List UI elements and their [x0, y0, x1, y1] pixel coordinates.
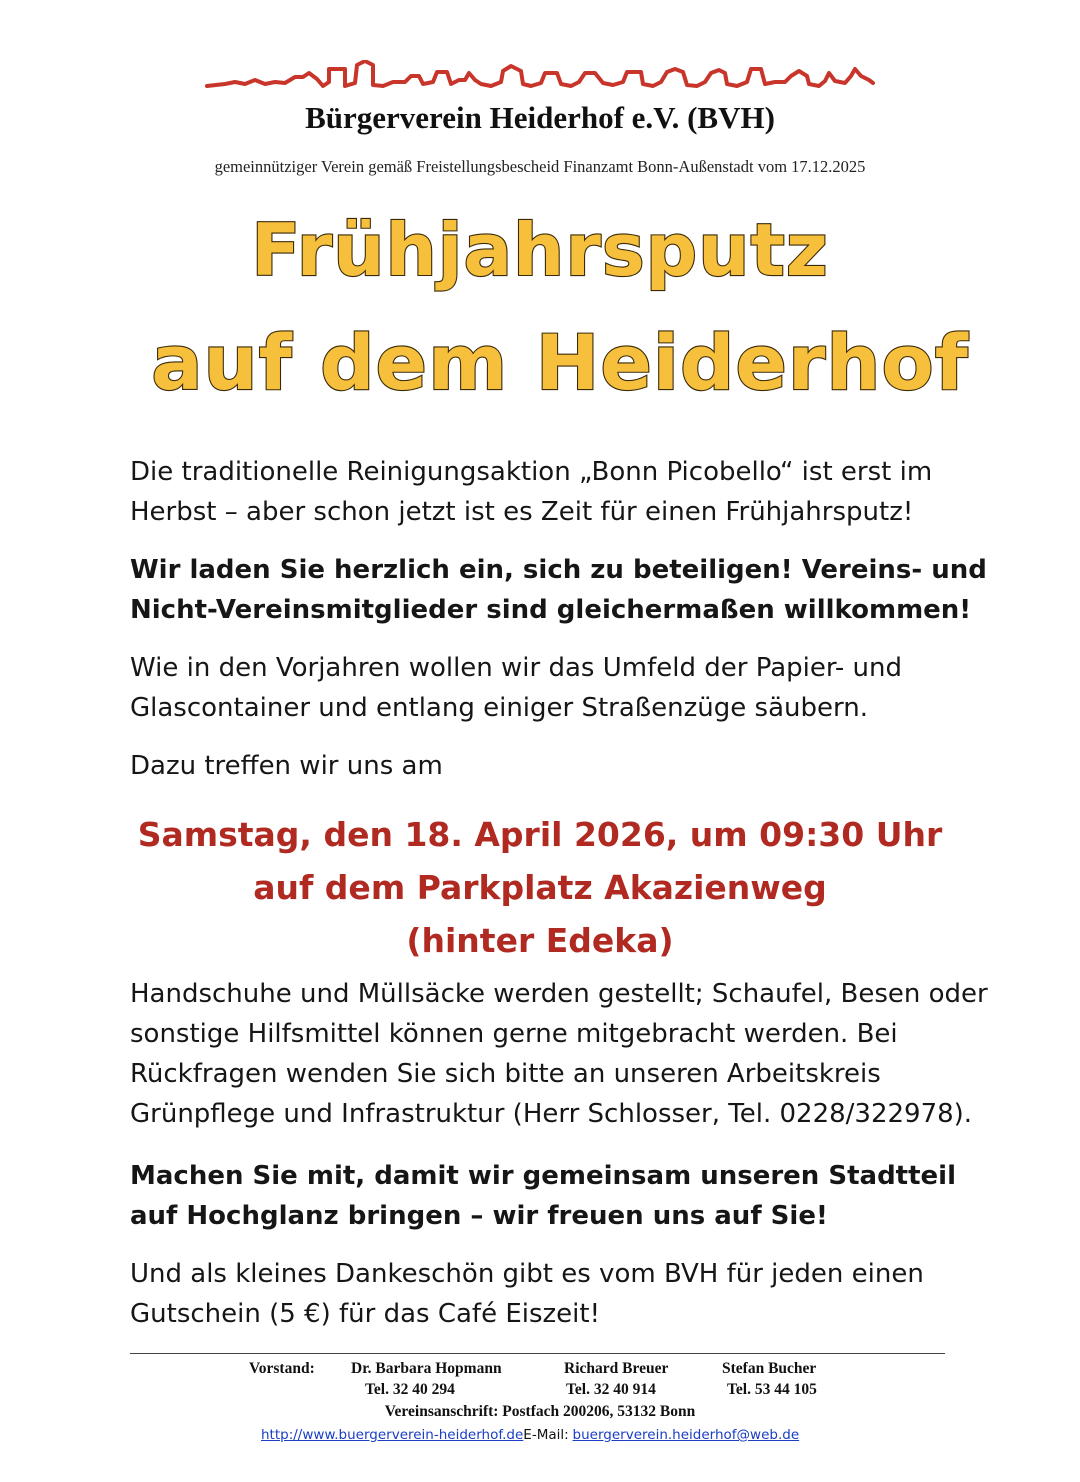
- event-location-note: (hinter Edeka): [406, 921, 674, 960]
- footer-divider: [130, 1353, 945, 1354]
- equipment-text: Handschuhe und Müllsäcke werden gestellt; Schaufel, Besen oder sonstige Hilfsmittel können gerne mitgebracht werden. Bei Rückfragen wenden Sie sich bitte an unseren Arbeitskreis Grünpflege und Infrastruktur (Herr Schlosser, Tel. 0228/322978).: [130, 979, 988, 1129]
- board-member-phone: Tel. 53 44 105: [727, 1381, 817, 1398]
- plan-text: Wie in den Vorjahren wollen wir das Umfeld der Papier- und Glascontainer und entlang einiger Straßenzüge säubern.: [130, 653, 902, 723]
- board-member-name: Stefan Bucher: [722, 1360, 817, 1377]
- meeting-intro: [130, 746, 1010, 786]
- organization-subtitle: gemeinnütziger Verein gemäß Freistellungsbescheid Finanzamt Bonn-Außenstadt vom 17.12.2025: [214, 157, 866, 176]
- equipment-paragraph: [130, 974, 1010, 1134]
- intro-paragraph: [130, 452, 1010, 532]
- board-member-name: Richard Breuer: [564, 1360, 669, 1377]
- call-to-action-text: Machen Sie mit, damit wir gemeinsam unseren Stadtteil auf Hochglanz bringen – wir freuen uns auf Sie!: [130, 1161, 956, 1231]
- headline-line-1: Frühjahrsputz: [251, 208, 829, 292]
- intro-text: Die traditionelle Reinigungsaktion „Bonn Picobello“ ist erst im Herbst – aber schon jetzt ist es Zeit für einen Frühjahrsputz!: [130, 457, 933, 527]
- event-location: auf dem Parkplatz Akazienweg: [253, 868, 827, 907]
- thank-you-paragraph: [130, 1254, 1010, 1334]
- board-member-phone: Tel. 32 40 294: [365, 1381, 455, 1398]
- meeting-intro-text: Dazu treffen wir uns am: [130, 751, 443, 781]
- board-label: Vorstand:: [249, 1360, 315, 1377]
- website-link[interactable]: http://www.buergerverein-heiderhof.de: [261, 1427, 524, 1443]
- event-date-time: Samstag, den 18. April 2026, um 09:30 Uhr: [137, 815, 943, 854]
- invitation-text: Wir laden Sie herzlich ein, sich zu beteiligen! Vereins- und Nicht-Vereinsmitglieder sind gleichermaßen willkommen!: [130, 555, 987, 625]
- plan-paragraph: [130, 648, 1010, 728]
- thank-you-text: Und als kleines Dankeschön gibt es vom BVH für jeden einen Gutschein (5 €) für das Café Eiszeit!: [130, 1259, 924, 1329]
- call-to-action-paragraph: [130, 1156, 1010, 1236]
- invitation-paragraph: [130, 550, 1010, 630]
- board-member-name: Dr. Barbara Hopmann: [351, 1360, 502, 1377]
- skyline-logo: [205, 60, 875, 92]
- email-link[interactable]: buergerverein.heiderhof@web.de: [572, 1427, 800, 1443]
- email-label: E-Mail:: [523, 1427, 569, 1443]
- headline-line-2: auf dem Heiderhof: [151, 318, 969, 407]
- event-details: [0, 808, 1080, 967]
- organization-name: Bürgerverein Heiderhof e.V. (BVH): [305, 100, 775, 135]
- association-address: Vereinsanschrift: Postfach 200206, 53132 Bonn: [384, 1403, 696, 1420]
- board-member-phone: Tel. 32 40 914: [566, 1381, 656, 1398]
